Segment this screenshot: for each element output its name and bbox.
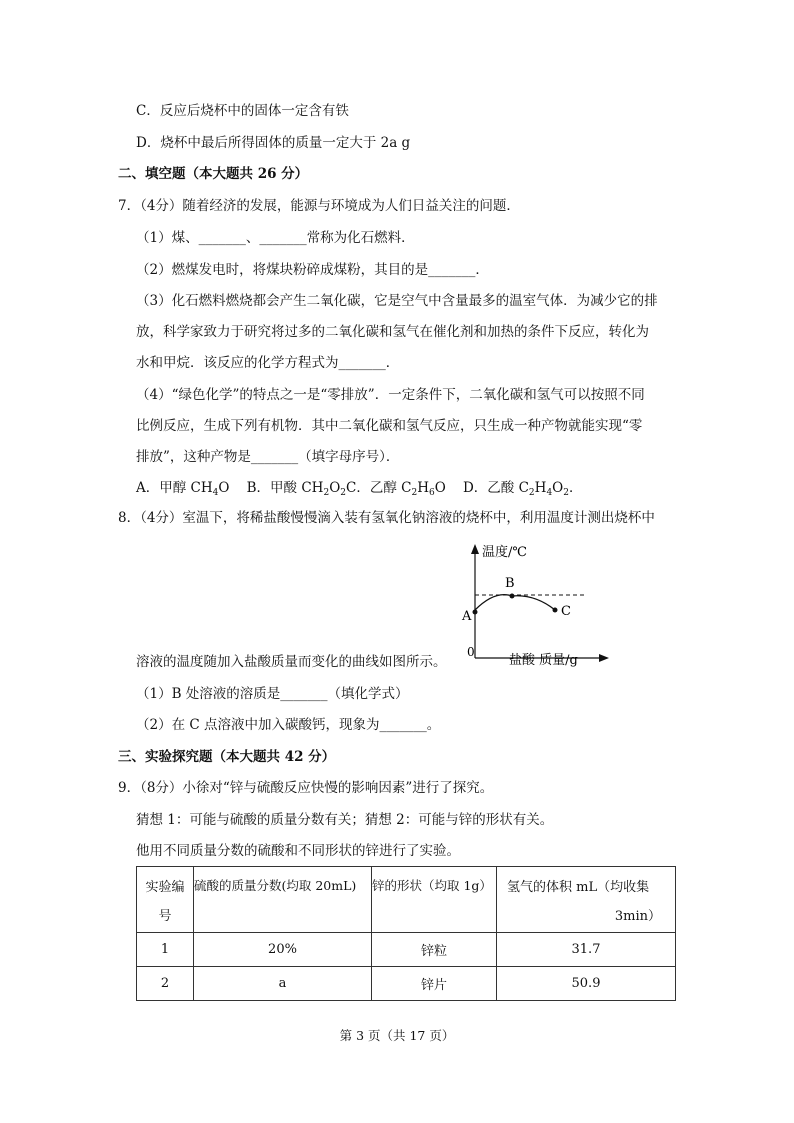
q7-option-d: D．乙酸 $C_2H_4O_2$． [462, 480, 583, 498]
row-1-id: 1 [137, 933, 194, 967]
temperature-curve [475, 595, 555, 610]
q6-option-c: C．反应后烧杯中的固体一定含有铁 [136, 103, 349, 119]
q7-options [136, 478, 582, 498]
q9-intro: 他用不同质量分数的硫酸和不同形状的锌进行了实验。 [136, 843, 460, 859]
q7-option-c: C．乙醇 $C_2H_6O$ [346, 480, 446, 498]
point-c [553, 608, 558, 613]
q7-part-4-line-2: 比例反应，生成下列有机物．其中二氧化碳和氢气反应，只生成一种产物就能实现“零 [136, 418, 643, 434]
q7-option-b: B．甲酸 $CH_2O_2$ [246, 480, 347, 498]
origin-label: 0 [467, 645, 475, 659]
q7-part-2: （2）燃煤发电时，将煤块粉碎成煤粉，其目的是_______． [136, 262, 489, 278]
table-row [137, 967, 676, 1001]
x-axis-arrow [599, 654, 609, 662]
experiment-table [136, 866, 676, 1001]
row-2-zinc: 锌片 [372, 967, 497, 1001]
q7-part-4-line-1: （4）“绿色化学”的特点之一是“零排放”．一定条件下，二氧化碳和氢气可以按照不同 [136, 387, 645, 403]
point-c-label: C [561, 604, 571, 619]
q9-guess: 猜想 1：可能与硫酸的质量分数有关；猜想 2：可能与锌的形状有关。 [136, 812, 554, 828]
q7-part-1: （1）煤、_______、_______常称为化石燃料． [136, 230, 415, 246]
q8-part-2: （2）在 C 点溶液中加入碳酸钙，现象为_______。 [136, 717, 441, 733]
y-axis-arrow [471, 544, 479, 554]
q7-stem: 7．（4分）随着经济的发展，能源与环境成为人们日益关注的问题． [118, 198, 520, 214]
q7-option-a: A．甲醇 $CH_4O$ [136, 480, 230, 498]
row-1-volume: 31.7 [497, 933, 676, 967]
point-a [473, 610, 478, 615]
point-b [510, 594, 515, 599]
section-2-heading: 二、填空题（本大题共 26 分） [118, 166, 309, 182]
q7-part-4-line-3: 排放”，这种产物是_______（填字母序号）． [136, 449, 400, 465]
header-cell-zinc: 锌的形状（均取 1g） [372, 867, 497, 933]
q8-stem-continued: 溶液的温度随加入盐酸质量而变化的曲线如图所示。 [136, 654, 447, 670]
x-axis-label: 盐酸 质量/g [509, 653, 578, 668]
q8-stem: 8．（4分）室温下，将稀盐酸慢慢滴入装有氢氧化钠溶液的烧杯中，利用温度计测出烧杯中 [118, 510, 655, 526]
point-b-label: B [505, 576, 515, 591]
q8-part-1: （1）B 处溶液的溶质是_______（填化学式） [136, 686, 409, 702]
table-header-row [137, 867, 676, 933]
q7-part-3-line-1: （3）化石燃料燃烧都会产生二氧化碳，它是空气中含量最多的温室气体．为减少它的排 [136, 293, 658, 309]
q7-part-3-line-2: 放，科学家致力于研究将过多的二氧化碳和氢气在催化剂和加热的条件下反应，转化为 [136, 324, 649, 340]
temperature-chart [455, 540, 615, 670]
header-cell-id: 实验编 号 [137, 867, 194, 933]
row-1-acid: 20% [194, 933, 372, 967]
section-3-heading: 三、实验探究题（本大题共 42 分） [118, 749, 336, 765]
point-a-label: A [462, 609, 472, 624]
row-2-volume: 50.9 [497, 967, 676, 1001]
row-1-zinc: 锌粒 [372, 933, 497, 967]
header-cell-acid: 硫酸的质量分数(均取 20mL) [194, 867, 372, 933]
header-cell-volume: 氢气的体积 mL（均收集 3min） [497, 867, 676, 933]
q9-stem: 9．（8分）小徐对“锌与硫酸反应快慢的影响因素”进行了探究。 [118, 780, 494, 796]
row-2-id: 2 [137, 967, 194, 1001]
q6-option-d: D．烧杯中最后所得固体的质量一定大于 2a g [136, 135, 411, 151]
q7-part-3-line-3: 水和甲烷．该反应的化学方程式为_______． [136, 355, 400, 371]
y-axis-label: 温度/℃ [482, 545, 527, 560]
row-2-acid: a [194, 967, 372, 1001]
page-footer: 第 3 页（共 17 页） [339, 1028, 455, 1043]
table-row [137, 933, 676, 967]
